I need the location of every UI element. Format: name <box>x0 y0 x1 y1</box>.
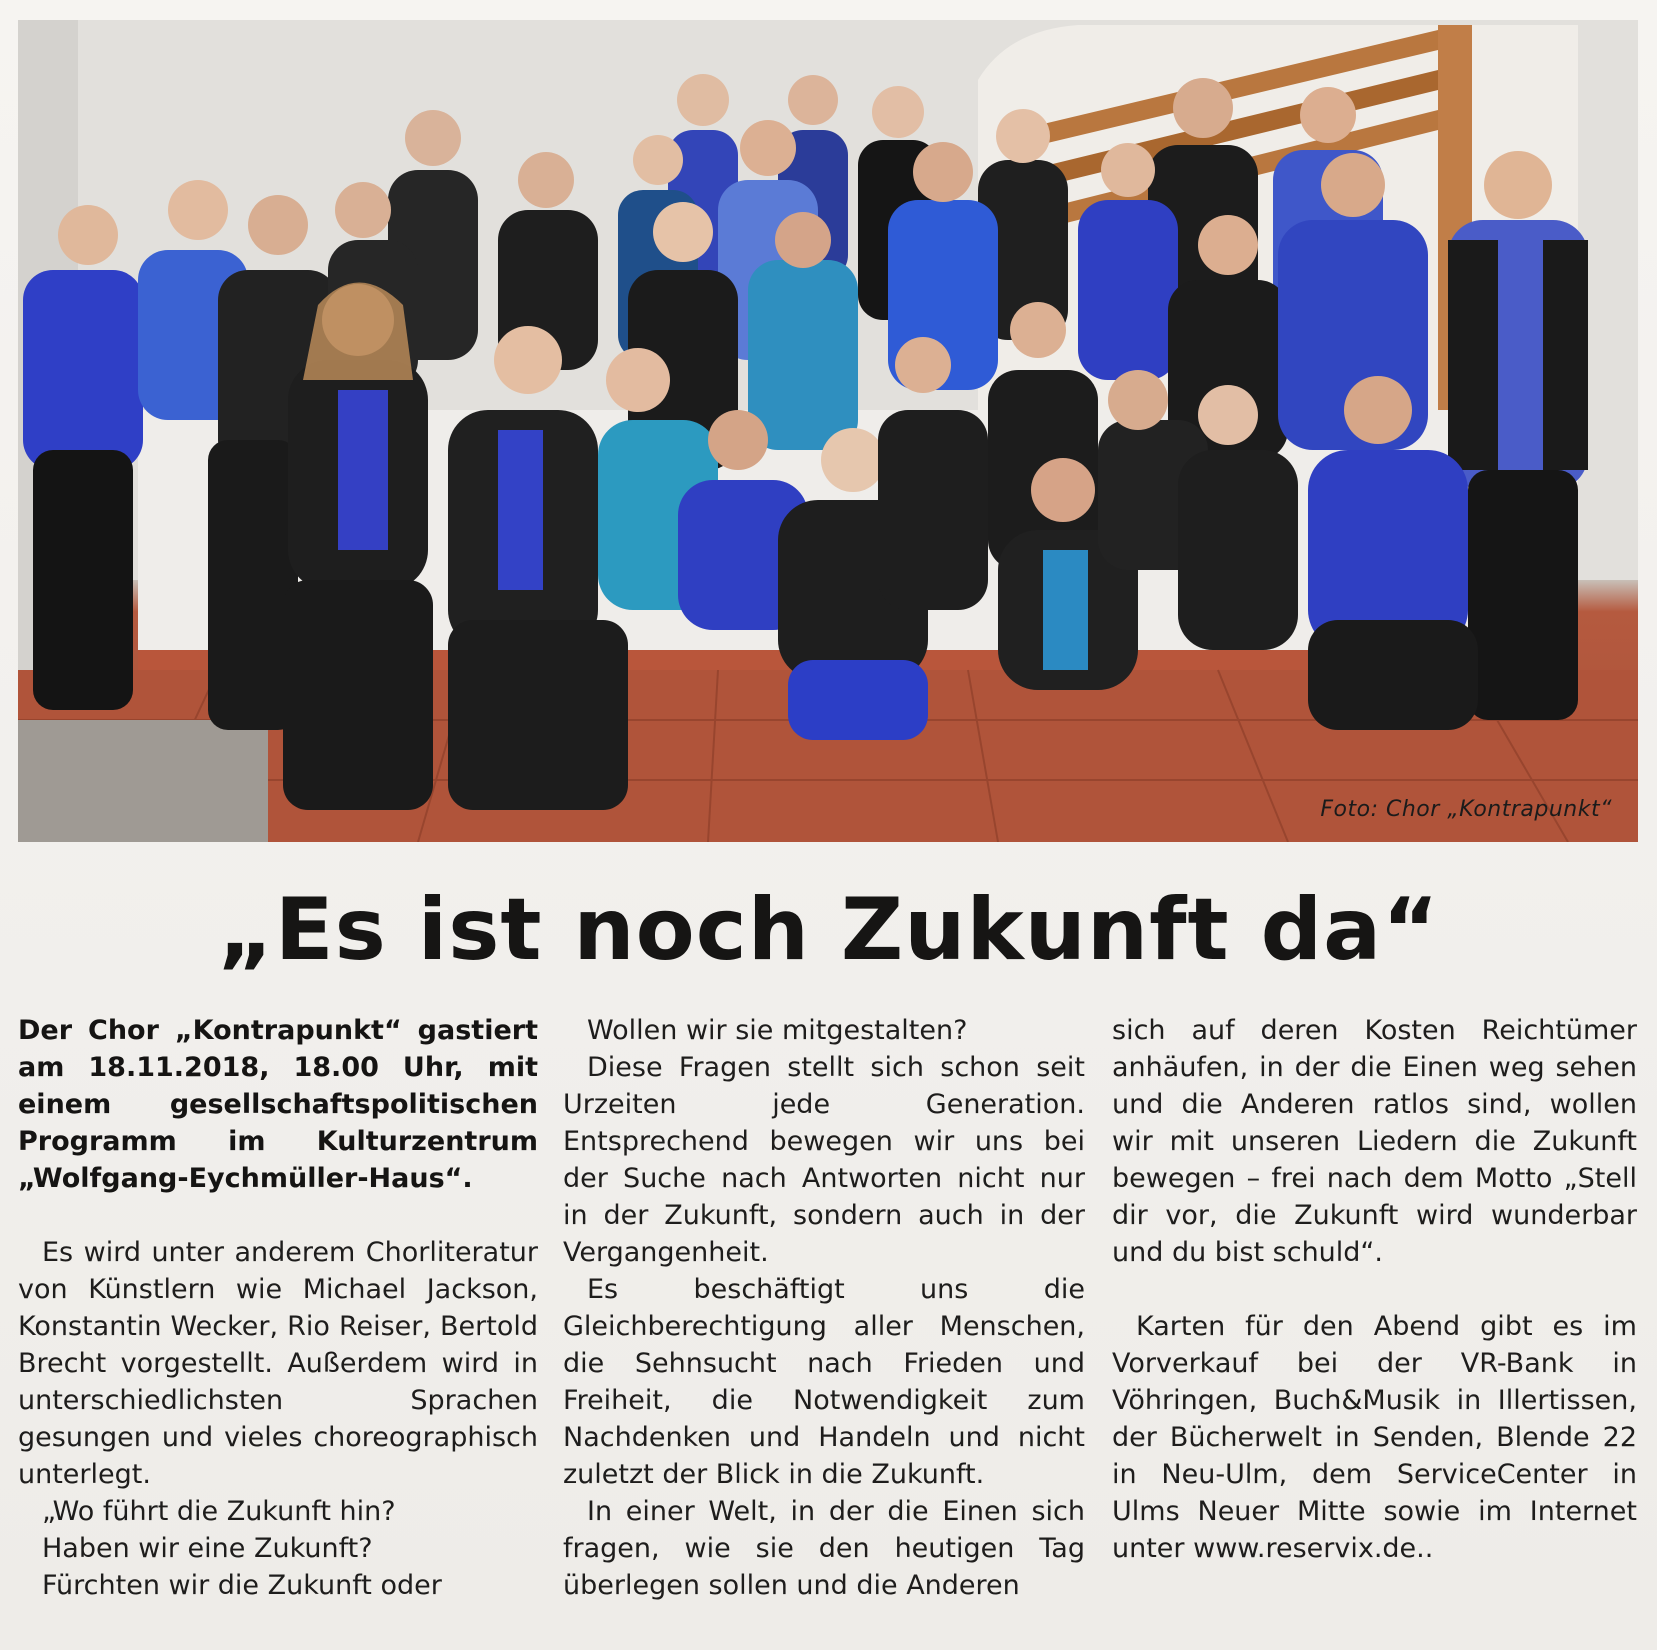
body-paragraph: Es beschäftigt uns die Gleichberechtigung aller Menschen, die Sehnsucht nach Frieden und Freiheit, die Notwendigkeit zum Nachdenken und Handeln und nicht zuletzt der Blick in die Zukunft. <box>563 1274 1085 1490</box>
article-column-1 <box>18 1012 538 1604</box>
photo-credit: Foto: Chor „Kontrapunkt“ <box>1320 797 1612 822</box>
quote-line: Haben wir eine Zukunft? <box>42 1533 373 1564</box>
choir-photo-illustration <box>18 20 1638 842</box>
article-lead: Der Chor „Kontrapunkt“ gastiert am 18.11.2018, 18.00 Uhr, mit einem gesellschaftspolitischen Programm im Kulturzentrum „Wolfgang-Eychmüller-Haus“. <box>18 1015 538 1194</box>
quote-line: Wollen wir sie mitgestalten? <box>587 1015 968 1046</box>
body-paragraph: Diese Fragen stellt sich schon seit Urzeiten jede Generation. Entsprechend bewegen wir uns bei der Suche nach Antworten nicht nur in der Zukunft, sondern auch in der Vergangenheit. <box>563 1052 1085 1268</box>
body-paragraph: In einer Welt, in der die Einen sich fragen, wie sie den heutigen Tag überlegen sollen und die Anderen <box>563 1496 1085 1601</box>
article-column-2 <box>563 1012 1085 1604</box>
ticket-info-paragraph: Karten für den Abend gibt es im Vorverkauf bei der VR-Bank in Vöhringen, Buch&Musik in Illertissen, der Bücherwelt in Senden, Blende 22 in Neu-Ulm, dem ServiceCenter in Ulms Neuer Mitte sowie im Internet unter www.reservix.de.. <box>1112 1311 1637 1564</box>
body-paragraph: Es wird unter anderem Chorliteratur von Künstlern wie Michael Jackson, Konstantin Wecker, Rio Reiser, Bertold Brecht vorgestellt. Außerdem wird in unterschiedlichsten Sprachen gesungen und vieles choreographisch unterlegt. <box>18 1237 538 1490</box>
article-headline: „Es ist noch Zukunft da“ <box>217 880 1440 980</box>
quote-line: Fürchten wir die Zukunft oder <box>42 1570 442 1601</box>
body-paragraph: sich auf deren Kosten Reichtümer anhäufen, in der die Einen weg sehen und die Anderen ratlos sind, wollen wir mit unseren Liedern die Zukunft bewegen – frei nach dem Motto „Stell dir vor, die Zukunft wird wunderbar und du bist schuld“. <box>1112 1015 1637 1268</box>
article-column-3 <box>1112 1012 1637 1567</box>
choir-group-photo <box>18 20 1638 842</box>
quote-line: „Wo führt die Zukunft hin? <box>42 1496 396 1527</box>
